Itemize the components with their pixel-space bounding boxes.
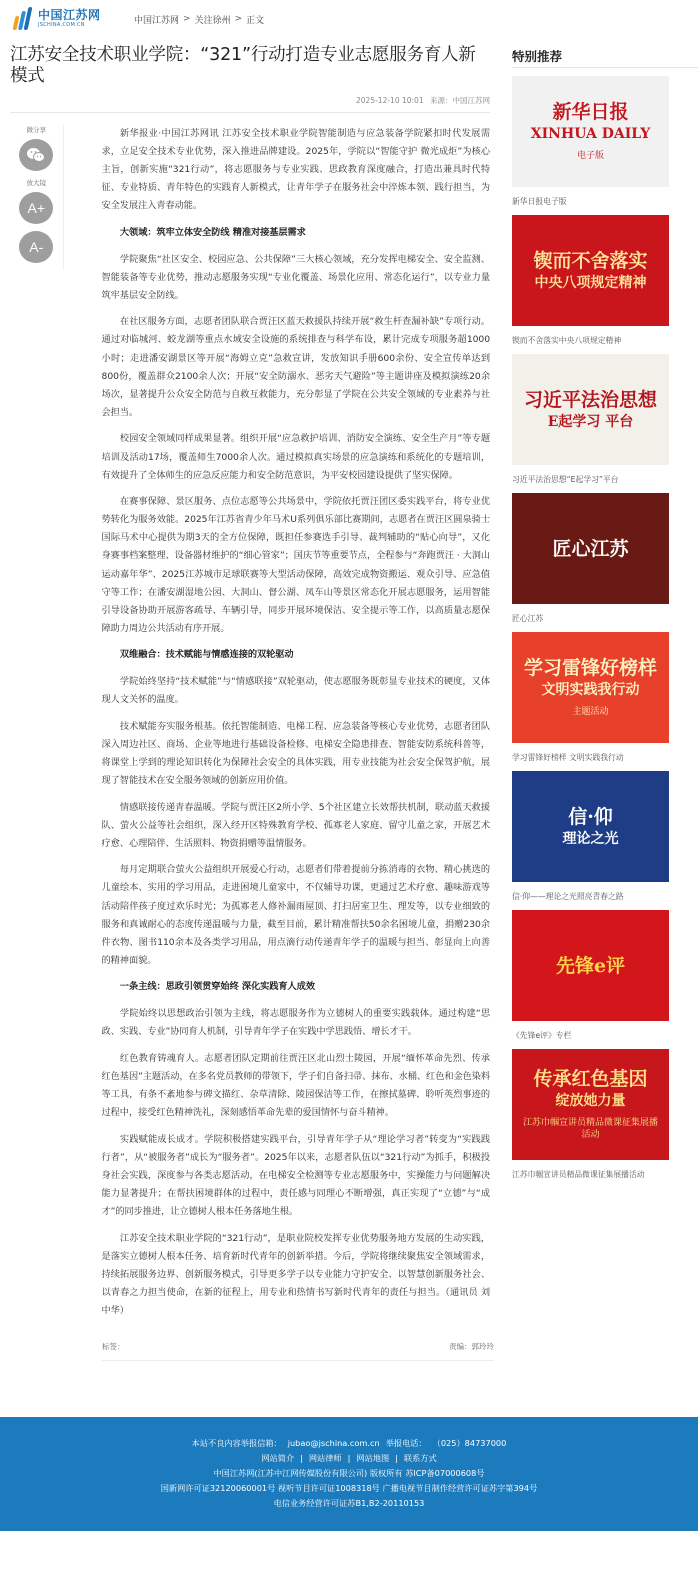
wechat-share-button[interactable]	[19, 139, 53, 171]
recommend-image-badge: 主题活动	[572, 706, 609, 717]
recommend-card[interactable]	[512, 910, 698, 1049]
recommend-image-title: 匠心江苏	[552, 537, 629, 560]
article-footer	[102, 1341, 494, 1361]
top-bar	[0, 0, 698, 38]
footer-phone: （025）84737000	[432, 1437, 507, 1448]
article-date: 2025-12-10 10:01	[356, 96, 424, 105]
recommend-card[interactable]	[512, 76, 698, 215]
article-paragraph: 情感联接传递青春温暖。学院与贾汪区2所小学、5个社区建立长效帮扶机制，联动蓝天救援队、萤火公益等社会组织，深入经开区特殊教育学校、孤寡老人家庭、留守儿童之家，开展艺术疗愈、心理陪伴、生活照料、物资捐赠等温情服务。	[101, 801, 490, 849]
recommend-image[interactable]	[512, 910, 669, 1021]
article-meta	[10, 95, 490, 107]
footer-copyright: 中国江苏网(江苏中江网传媒股份有限公司) 版权所有 苏ICP备07000608号	[213, 1467, 485, 1478]
article-paragraph: 学院聚焦“社区安全、校园应急、公共保障”三大核心领域，充分发挥电梯安全、安全监测、智能装备等专业优势，推动志愿服务实现“专业化覆盖、场景化应用、常态化运行”，以专业力量筑牢基层安全防线。	[101, 253, 490, 301]
recommend-image-title: 锲而不舍落实	[533, 249, 648, 272]
recommend-image-subtitle: 文明实践我行动	[541, 681, 640, 698]
section-heading: 双维融合：技术赋能与情感连接的双轮驱动	[119, 649, 294, 661]
footer-licenses: 国新网许可证32120060001号 视听节目许可证1008318号 广播电视节目制作经营许可证苏字第394号	[160, 1482, 538, 1493]
article-paragraph: 实践赋能成长成才。学院积极搭建实践平台，引导青年学子从“理论学习者”转变为“实践践行者”，从“被服务者”成长为“服务者”。2025年以来，志愿者队伍以“321行动”为抓手，积极投身社会实践，深度参与各类志愿活动，在电梯安全检测等专业志愿服务中，实操能力与问题解决能力显著提升；在帮扶困境群体的过程中，责任感与同理心不断增强，真正实现了“立德”与“成才”的同步推进，让立德树人根本任务落地生根。	[101, 1133, 490, 1217]
breadcrumb	[134, 13, 264, 26]
recommend-image-subtitle: 中央八项规定精神	[534, 274, 647, 291]
recommend-card[interactable]	[512, 215, 698, 354]
sidebar-title: 特别推荐	[512, 49, 563, 64]
recommend-image-title: 传承红色基因	[533, 1067, 648, 1090]
article-paragraph: 新华报业·中国江苏网讯 江苏安全技术职业学院智能制造与应急装备学院紧扣时代发展需求，立足安全技术专业优势，深入推进品牌建设。2025年，学院以“智能守护 微光成炬”为核心主旨，创新实施“321行动”，将志愿服务与专业实践、思政教育深度融合，打造出兼具时代特征、专业特质、青年特色的实践育人新模式，让青年学子在服务社会中淬炼本领、践行担当，为安全发展注入青春动能。	[101, 128, 490, 212]
article-paragraph: 校园安全领域同样成果显著。组织开展“应急救护培训、消防安全演练、安全生产月”等专题培训及活动17场，覆盖师生7000余人次。通过模拟真实场景的应急演练和系统化的专题培训，有效提升了全体师生的应急反应能力和安全防范意识，为平安校园建设提供了坚实保障。	[101, 433, 490, 481]
footer-report-line	[0, 1436, 698, 1451]
site-logo[interactable]	[12, 6, 116, 32]
recommend-image[interactable]	[512, 632, 669, 743]
recommend-list	[512, 76, 698, 1188]
recommend-caption[interactable]: 江苏巾帼宣讲员精品微课征集展播活动	[512, 1170, 645, 1179]
font-increase-button[interactable]	[19, 192, 53, 224]
article-tools	[10, 125, 64, 270]
recommend-image-title: 习近平法治思想	[523, 388, 657, 411]
article-paragraph: 在社区服务方面，志愿者团队联合贾汪区蓝天救援队持续开展“救生杆查漏补缺”专项行动。通过对临城河、蛟龙湖等重点水域安全设施的系统排查与科学布设，累计完成专项服务超1000小时；走进潘安湖景区等开展“海姆立克”急救宣讲，发放知识手册600余份、安全宣传单达到800份，覆盖群众2100余人次；开展“安全防溺水、恶劣天气避险”等主题讲座及模拟演练20余场次，显著提升公众安全防范与自救互救能力，充分彰显了学院在公共安全领域的专业素养与社会担当。	[101, 316, 490, 418]
recommend-card[interactable]	[512, 493, 698, 632]
footer-link-lawyer[interactable]: 网站律师	[308, 1452, 342, 1463]
recommend-caption[interactable]: 新华日报电子版	[512, 197, 567, 206]
footer-links: 网站简介 | 网站律师 | 网站地图 | 联系方式	[0, 1451, 698, 1466]
title-divider	[10, 112, 490, 113]
recommend-caption[interactable]: 《先锋e评》专栏	[512, 1031, 572, 1040]
article-paragraph: 在赛事保障、景区服务、点位志愿等公共场景中，学院依托贾汪团区委实践平台，将专业优势转化为服务效能。2025年江苏省青少年马术U系列俱乐部比赛期间，志愿者在贾汪区圆泉骑士国际马术中心提供为期3天的全方位保障，既担任参赛选手引导、裁判辅助的“贴心向导”，又化身赛事档案整理、设备器材维护的“细心管家”；国庆节等重要节点，全程参与“奔跑贾汪 · 大洞山运动嘉年华”、2025江苏城市足球联赛等大型活动保障，高效完成物资搬运、观众引导、应急值守等工作；在潘安湖湿地公园、大洞山、督公湖、凤车山等景区常态化开展志愿服务，运用智能引导设备协助开展游客疏导、车辆引导，同步开展环境保洁、安全提示等工作，以高质量志愿保障助力周边公共活动有序开展。	[101, 496, 490, 634]
recommend-image-badge: 电子版	[576, 150, 604, 161]
recommend-image[interactable]	[512, 76, 669, 187]
article-paragraph: 学院始终以思想政治引领为主线，将志愿服务作为立德树人的重要实践载体。通过构建“思政、实践、专业”协同育人机制，引导青年学子在实践中学思践悟、增长才干。	[101, 1008, 490, 1038]
breadcrumb-current: 正文	[246, 15, 265, 26]
article-paragraph: 每月定期联合萤火公益组织开展爱心行动，志愿者们带着提前分拣消毒的衣物、精心挑选的儿童绘本、实用的学习用品，走进困境儿童家中，不仅辅导功课，更通过艺术疗愈、趣味游戏等活动陪伴孩子度过欢乐时光；为孤寡老人修补漏雨屋顶、打扫居室卫生、理发等，以专业细致的服务和真诚耐心的态度传递温暖与力量，截至目前，累计精准帮扶50余名困境儿童，捐赠230余件衣物、图书110余本及各类学习用品，用点滴行动传递青年学子的温暖与担当、彰显向上向善的精神面貌。	[101, 864, 490, 966]
recommend-image-badge: 江苏巾帼宣讲员精品微课征集展播活动	[522, 1117, 658, 1140]
recommend-card[interactable]	[512, 632, 698, 771]
footer-report-email[interactable]: jubao@jschina.com.cn	[287, 1437, 380, 1448]
recommend-image[interactable]	[512, 354, 669, 465]
logo-icon	[12, 6, 34, 32]
recommend-caption[interactable]: 习近平法治思想“E起学习”平台	[512, 475, 619, 484]
article-paragraph: 学院始终坚持“技术赋能”与“情感联接”双轮驱动，使志愿服务既彰显专业技术的硬度，又体现人文关怀的温度。	[101, 676, 490, 706]
breadcrumb-home[interactable]: 中国江苏网	[134, 15, 180, 26]
recommend-image-title: 新华日报	[552, 100, 629, 123]
recommend-image-title: 先锋e评	[555, 954, 626, 977]
article-paragraph: 技术赋能夯实服务根基。依托智能制造、电梯工程、应急装备等核心专业优势，志愿者团队深入周边社区、商场、企业等地进行基础设备检修、电梯安全隐患排查、智能安防系统科普等，将课堂上学到的理论知识转化为保障社会安全的具体实践，用专业技能为社会安全保驾护航，展现了智能技术在安全服务领域的创新应用价值。	[101, 720, 490, 786]
main-column	[0, 38, 494, 1361]
sidebar	[490, 38, 698, 1361]
recommend-image[interactable]	[512, 215, 669, 326]
sidebar-divider	[512, 67, 698, 68]
font-decrease-icon: A-	[29, 239, 44, 255]
article-source: 来源：中国江苏网	[430, 96, 490, 105]
recommend-image-title: 学习雷锋好榜样	[523, 656, 657, 679]
recommend-caption[interactable]: 学习雷锋好榜样 文明实践我行动	[512, 753, 624, 762]
article-paragraph: 江苏安全技术职业学院的“321行动”，是职业院校发挥专业优势服务地方发展的生动实践，是落实立德树人根本任务、培育新时代青年的创新举措。今后，学院将继续聚焦安全领域需求，持续拓展服务边界、创新服务模式，引导更多学子以专业能力守护安全、以智慧创新服务社会、以青春之力担当使命，在新的征程上，用专业和热情书写新时代青年的责任与担当。（通讯员 刘 中华）	[101, 1232, 490, 1316]
footer-link-contact[interactable]: 联系方式	[403, 1452, 437, 1463]
footer-phone-label: 举报电话：	[385, 1437, 427, 1448]
logo-domain: JSCHINA.COM.CN	[38, 22, 85, 28]
breadcrumb-section[interactable]: 关注徐州	[194, 15, 231, 26]
recommend-image-title: 信·仰	[568, 805, 613, 828]
recommend-image-subtitle: 绽放她力量	[555, 1092, 626, 1109]
breadcrumb-separator: >	[183, 14, 191, 24]
recommend-card[interactable]	[512, 1049, 698, 1188]
editor-label: 责编：郭玲玲	[449, 1341, 494, 1351]
article-title: 江苏安全技术职业学院：“321”行动打造专业志愿服务育人新模式	[10, 45, 476, 86]
recommend-image[interactable]	[512, 771, 669, 882]
footer-link-about[interactable]: 网站简介	[261, 1452, 295, 1463]
font-increase-icon: A+	[27, 200, 46, 216]
font-decrease-button[interactable]	[19, 231, 53, 263]
recommend-card[interactable]	[512, 771, 698, 910]
footer-telecom-license: 电信业务经营许可证苏B1,B2-20110153	[273, 1497, 425, 1508]
footer-report-label: 本站不良内容举报信箱：	[191, 1437, 282, 1448]
wechat-icon	[26, 147, 46, 163]
recommend-caption[interactable]: 锲而不舍落实中央八项规定精神	[512, 336, 622, 345]
breadcrumb-separator: >	[234, 14, 243, 24]
article-body	[102, 125, 490, 1329]
tags-label: 标签：	[102, 1341, 125, 1351]
article-paragraph: 红色教育铸魂育人。志愿者团队定期前往贾汪区北山烈士陵园，开展“缅怀革命先烈、传承红色基因”主题活动，在多名党员教师的带领下，学子们自备扫帚、抹布、水桶、红色和金色染料等工具，有条不紊地参与碑文描红、杂草清除、陵园保洁等工作，在擦拭墓碑、聆听英烈事迹的过程中，接受红色精神洗礼，深刻感悟革命先辈的爱国情怀与奋斗精神。	[101, 1052, 491, 1118]
section-heading: 大领域：筑牢立体安全防线 精准对接基层需求	[119, 226, 306, 238]
logo-name: 中国江苏网	[38, 8, 101, 22]
recommend-image-subtitle: 理论之光	[562, 830, 619, 847]
site-footer	[0, 1417, 698, 1531]
recommend-caption[interactable]: 匠心江苏	[512, 614, 544, 623]
recommend-card[interactable]	[512, 354, 698, 493]
recommend-image[interactable]	[512, 1049, 669, 1160]
recommend-image-subtitle: XINHUA DAILY	[530, 125, 651, 142]
recommend-image-subtitle: E起学习 平台	[547, 413, 634, 430]
share-label: 微分享	[26, 126, 47, 134]
section-heading: 一条主线：思政引领贯穿始终 深化实践育人成效	[119, 981, 315, 993]
recommend-caption[interactable]: 信·仰——理论之光照亮青春之路	[512, 892, 624, 901]
recommend-image[interactable]	[512, 493, 669, 604]
font-size-label: 放大镜	[26, 179, 47, 187]
footer-link-sitemap[interactable]: 网站地图	[356, 1452, 390, 1463]
